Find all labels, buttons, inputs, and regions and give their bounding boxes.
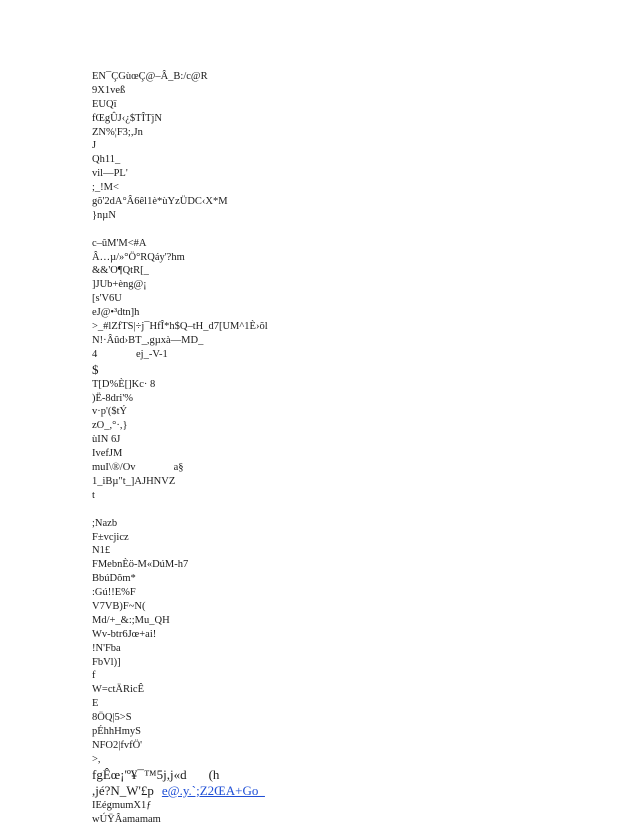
text-line: F±vcjicz [92, 531, 129, 543]
text-line: BbúDõm* [92, 573, 136, 585]
text-line: IvefJM [92, 448, 123, 460]
text-line: EN¯ÇGùœÇ@–Â_B:/c@R [92, 71, 208, 82]
blank-line [92, 503, 512, 517]
text-line: eJ@•³dtn]h [92, 307, 140, 319]
text-line: FMebnÈö-M«DúM-h7 [92, 559, 189, 571]
text-line: V7VB)F~N( [92, 600, 146, 612]
text-line: ZN%¦F3;,Jn [92, 126, 143, 138]
line-text: ,jé?N_W'£p [92, 782, 154, 798]
text-line: N1£ [92, 545, 111, 557]
text-line: 8ÖQ|5>S [92, 712, 132, 724]
text-line: )Ë-8dri'% [92, 392, 133, 404]
text-line: [s'V6U [92, 293, 122, 305]
text-block-2 [92, 237, 512, 362]
text-line: IEégmumX1ƒ [92, 799, 152, 811]
text-line: !N'Fba [92, 642, 121, 654]
text-line: N!·Âûd›BT_,gµxà—MD_ [92, 334, 204, 346]
large-text-line [92, 783, 512, 799]
text-line: :Gú!!E%F [92, 587, 136, 599]
text-block-3 [92, 378, 512, 503]
text-line: ùIN 6J [92, 434, 121, 446]
document-page [92, 70, 512, 826]
text-line: Qh11_ [92, 154, 121, 166]
blank-line [92, 223, 512, 237]
text-block-1 [92, 70, 512, 223]
text-line: v·p'($tÝ [92, 406, 128, 418]
line-text: fgÊœ¡'º¥¯™5j,j«d [92, 766, 187, 782]
text-line: 9X1veß [92, 84, 126, 96]
text-line: }nµN [92, 209, 116, 221]
large-text-line [92, 767, 512, 783]
text-line: ;Nazb [92, 517, 118, 529]
text-line: >_#lZfTS|÷j¯HfÎ*h$Q–tH_d7[UM^1È›õl [92, 321, 268, 333]
text-line [92, 461, 512, 475]
text-line: W=ctÄRicÊ [92, 684, 144, 696]
text-line: Md/+_&:;Mu_QH [92, 614, 170, 626]
text-line: J [92, 140, 97, 152]
text-line: c–ûM'M<#A [92, 237, 147, 249]
text-line: gõ'2dA°Â6êl1è*ùYzÜDC‹X*M [92, 196, 228, 208]
text-line: fŒgÛJ‹¿$TÎTjN [92, 112, 162, 124]
numbered-line [92, 348, 512, 362]
dollar-line: $ [92, 361, 99, 377]
text-line: FbVl)] [92, 656, 121, 668]
hyperlink[interactable]: e@.y.`;Z2ŒA+Go_ [161, 782, 265, 798]
text-line: ]JUb+èng@¡ [92, 279, 147, 291]
text-line: NFO2|fvfÖ' [92, 739, 143, 751]
text-line: &&'O¶QtR[_ [92, 265, 149, 277]
text-line: ;_!M< [92, 182, 119, 194]
text-block-5 [92, 799, 512, 826]
text-line: f [92, 670, 96, 682]
text-line: 1_iBµ"t_]AJHNVZ [92, 475, 176, 487]
text-line: T[D%È[]Kc· 8 [92, 378, 156, 390]
text-line: Wv-btr6Jœ+ai! [92, 628, 157, 640]
text-line: t [92, 489, 95, 501]
text-line: E [92, 698, 99, 710]
line-suffix: a§ [173, 462, 184, 474]
text-line: pÉhhHmyS [92, 725, 142, 737]
text-line: >, [92, 753, 101, 765]
text-line: Â…µ/»°Ö°RQáy'?hm [92, 251, 185, 263]
text-line: vil—PL' [92, 168, 128, 180]
text-block-4 [92, 517, 512, 767]
text-line: EUQï [92, 98, 117, 110]
text-line: zO_,°·,} [92, 420, 128, 432]
line-text: ej_-V-1 [136, 348, 168, 360]
line-text: muI\®/Ov [92, 462, 136, 474]
line-text-right: (h [208, 766, 220, 782]
line-number: 4 [92, 348, 98, 360]
text-line: wÚŸÂamamam [92, 813, 161, 825]
